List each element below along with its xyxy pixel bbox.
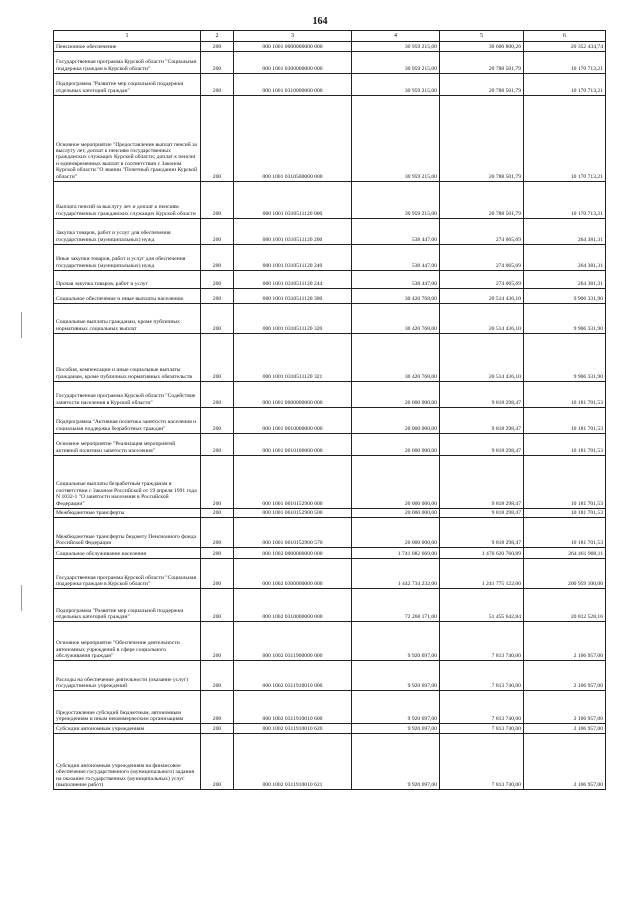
row-executed: 20 514 436,10 [440, 334, 524, 382]
row-unexecuted: 9 906 331,90 [524, 289, 606, 304]
row-ved: 200 [201, 734, 234, 790]
table-row [54, 622, 606, 661]
row-executed: 9 818 298,47 [440, 509, 524, 518]
row-executed: 20 788 501,79 [440, 52, 524, 74]
row-approved: 30 959 215,00 [352, 74, 440, 96]
row-name: Государственная программа Курской области "Содействие занятости населения в Курской области" [54, 382, 201, 408]
table-row [54, 42, 606, 52]
row-code: 000 1001 0310511120 321 [234, 334, 352, 382]
expenditure-table [53, 30, 606, 790]
row-approved: 72 268 171,00 [352, 589, 440, 622]
row-code: 000 1001 0610100000 000 [234, 434, 352, 456]
row-unexecuted: 264 461 908,11 [524, 548, 606, 559]
row-approved: 538 447,00 [352, 219, 440, 245]
row-approved: 1 741 082 669,00 [352, 548, 440, 559]
row-approved: 20 000 000,00 [352, 509, 440, 518]
row-approved: 20 000 000,00 [352, 518, 440, 548]
column-number: 2 [201, 31, 234, 42]
table-row [54, 691, 606, 724]
row-unexecuted: 20 812 528,16 [524, 589, 606, 622]
row-unexecuted: 2 106 957,00 [524, 661, 606, 691]
row-approved: 30 959 215,00 [352, 52, 440, 74]
row-name: Пенсионное обеспечение [54, 42, 201, 52]
row-code: 000 1002 0300000000 000 [234, 559, 352, 589]
row-unexecuted: 20 352 434,74 [524, 42, 606, 52]
row-approved: 9 920 697,00 [352, 734, 440, 790]
row-name: Выплата пенсий за выслугу лет и доплат к пенсиям государственных гражданских служащих Курской области [54, 182, 201, 219]
row-executed: 9 818 298,47 [440, 408, 524, 434]
row-code: 000 1001 0610152900 500 [234, 509, 352, 518]
row-name: Пособия, компенсации и иные социальные выплаты гражданам, кроме публичных нормативных обязательств [54, 334, 201, 382]
row-executed: 51 455 642,84 [440, 589, 524, 622]
row-approved: 9 920 697,00 [352, 622, 440, 661]
row-executed: 1 476 620 760,89 [440, 548, 524, 559]
table-row [54, 219, 606, 245]
row-unexecuted: 9 906 331,90 [524, 334, 606, 382]
table-row [54, 434, 606, 456]
row-ved: 200 [201, 434, 234, 456]
table-row [54, 734, 606, 790]
row-name: Государственная программа Курской области "Социальная поддержка граждан в Курской области" [54, 52, 201, 74]
row-ved: 200 [201, 271, 234, 289]
row-name: Основное мероприятие "Обеспечение деятельности автономных учреждений в сфере социального обслуживания граждан" [54, 622, 201, 661]
row-approved: 30 420 768,00 [352, 304, 440, 334]
row-code: 000 1001 0300000000 000 [234, 52, 352, 74]
table-row [54, 182, 606, 219]
row-code: 000 1002 0311910010 620 [234, 724, 352, 734]
row-code: 000 1002 0311910010 600 [234, 691, 352, 724]
row-approved: 30 959 215,00 [352, 96, 440, 182]
row-code: 000 1002 0311910010 621 [234, 734, 352, 790]
row-ved: 200 [201, 509, 234, 518]
table-row [54, 245, 606, 271]
row-unexecuted: 264 381,31 [524, 219, 606, 245]
column-number: 1 [54, 31, 201, 42]
margin-tick [21, 585, 22, 611]
row-executed: 7 813 740,00 [440, 734, 524, 790]
row-executed: 9 818 298,47 [440, 434, 524, 456]
row-approved: 20 000 000,00 [352, 408, 440, 434]
row-code: 000 1002 0311900000 000 [234, 622, 352, 661]
row-name: Социальное обеспечение и иные выплаты населению [54, 289, 201, 304]
table-row [54, 96, 606, 182]
row-ved: 200 [201, 289, 234, 304]
row-executed: 9 818 298,47 [440, 518, 524, 548]
table-row [54, 661, 606, 691]
row-ved: 200 [201, 589, 234, 622]
row-unexecuted: 264 381,31 [524, 271, 606, 289]
row-code: 000 1001 0310511120 320 [234, 304, 352, 334]
row-approved: 20 000 000,00 [352, 456, 440, 509]
row-unexecuted: 2 106 957,00 [524, 622, 606, 661]
row-ved: 200 [201, 304, 234, 334]
row-ved: 200 [201, 42, 234, 52]
row-code: 000 1001 0600000000 000 [234, 382, 352, 408]
row-approved: 30 959 215,00 [352, 182, 440, 219]
row-name: Подпрограмма "Активная политика занятости населения и социальная поддержка безработных граждан" [54, 408, 201, 434]
row-name: Социальные выплаты гражданам, кроме публичных нормативных социальных выплат [54, 304, 201, 334]
row-unexecuted: 10 181 701,53 [524, 382, 606, 408]
row-unexecuted: 2 106 957,00 [524, 724, 606, 734]
row-code: 000 1001 0310511120 300 [234, 289, 352, 304]
column-number: 5 [440, 31, 524, 42]
row-executed: 274 065,69 [440, 245, 524, 271]
row-unexecuted: 200 959 100,00 [524, 559, 606, 589]
row-unexecuted: 2 106 957,00 [524, 734, 606, 790]
row-name: Предоставление субсидий бюджетным, автономным учреждениям и иным некоммерческим организациям [54, 691, 201, 724]
row-approved: 538 447,00 [352, 271, 440, 289]
row-name: Социальные выплаты безработным гражданам в соответствии с Законом Российской от 19 апреля 1991 года N 1032-1 "О занятости населения в Российской Федерации" [54, 456, 201, 509]
row-executed: 20 514 436,10 [440, 304, 524, 334]
row-code: 000 1001 0310000000 000 [234, 74, 352, 96]
row-ved: 200 [201, 182, 234, 219]
row-ved: 200 [201, 245, 234, 271]
row-code: 000 1001 0310511120 240 [234, 245, 352, 271]
row-unexecuted: 10 181 701,53 [524, 509, 606, 518]
row-code: 000 1001 0310511120 244 [234, 271, 352, 289]
table-row [54, 408, 606, 434]
row-name: Государственная программа Курской области "Социальная поддержка граждан в Курской области" [54, 559, 201, 589]
table-row [54, 509, 606, 518]
row-name: Закупка товаров, работ и услуг для обеспечения государственных (муниципальных) нужд [54, 219, 201, 245]
row-unexecuted: 10 181 701,53 [524, 434, 606, 456]
row-ved: 200 [201, 691, 234, 724]
row-name: Субсидии автономным учреждениям [54, 724, 201, 734]
row-name: Подпрограмма "Развитие мер социальной поддержки отдельных категорий граждан" [54, 74, 201, 96]
row-name: Расходы на обеспечение деятельности (оказание услуг) государственных учреждений [54, 661, 201, 691]
row-unexecuted: 2 106 957,00 [524, 691, 606, 724]
row-unexecuted: 10 181 701,53 [524, 408, 606, 434]
row-ved: 200 [201, 96, 234, 182]
row-ved: 200 [201, 334, 234, 382]
row-code: 000 1001 0310511120 200 [234, 219, 352, 245]
row-unexecuted: 10 170 713,21 [524, 74, 606, 96]
table-row [54, 559, 606, 589]
row-code: 000 1002 0311910010 000 [234, 661, 352, 691]
row-name: Прочая закупка товаров, работ и услуг [54, 271, 201, 289]
row-approved: 20 000 000,00 [352, 434, 440, 456]
table-row [54, 548, 606, 559]
row-executed: 7 813 740,00 [440, 622, 524, 661]
row-ved: 200 [201, 518, 234, 548]
table-row [54, 382, 606, 408]
row-executed: 20 788 501,79 [440, 96, 524, 182]
table-row [54, 518, 606, 548]
table-row [54, 271, 606, 289]
margin-tick [21, 312, 22, 338]
row-name: Субсидии автономным учреждениям на финансовое обеспечение государственного (муниципального) задания на оказание государственных (муниципальных) услуг (выполнение работ) [54, 734, 201, 790]
column-number: 3 [234, 31, 352, 42]
row-name: Социальное обслуживание населения [54, 548, 201, 559]
column-number: 6 [524, 31, 606, 42]
row-approved: 30 420 768,00 [352, 334, 440, 382]
row-unexecuted: 10 170 713,21 [524, 96, 606, 182]
row-ved: 200 [201, 74, 234, 96]
row-approved: 9 920 697,00 [352, 724, 440, 734]
row-code: 000 1001 0310511120 000 [234, 182, 352, 219]
table-row [54, 589, 606, 622]
row-unexecuted: 10 181 701,53 [524, 518, 606, 548]
table-row [54, 456, 606, 509]
row-ved: 200 [201, 724, 234, 734]
row-executed: 1 241 775 122,00 [440, 559, 524, 589]
row-ved: 200 [201, 456, 234, 509]
row-executed: 20 788 501,79 [440, 182, 524, 219]
row-executed: 7 813 740,00 [440, 691, 524, 724]
row-unexecuted: 10 181 701,53 [524, 456, 606, 509]
row-approved: 538 447,00 [352, 245, 440, 271]
column-number-row [54, 31, 606, 42]
row-name: Иные закупки товаров, работ и услуг для обеспечения государственных (муниципальных) нужд [54, 245, 201, 271]
row-approved: 1 442 734 232,00 [352, 559, 440, 589]
table-row [54, 304, 606, 334]
row-executed: 20 788 501,79 [440, 74, 524, 96]
table-row [54, 74, 606, 96]
row-approved: 9 920 697,00 [352, 691, 440, 724]
row-unexecuted: 9 906 331,90 [524, 304, 606, 334]
row-executed: 7 813 740,00 [440, 724, 524, 734]
row-approved: 9 920 697,00 [352, 661, 440, 691]
row-name: Межбюджетные трансферты бюджету Пенсионного фонда Российской Федерации [54, 518, 201, 548]
row-code: 000 1001 0610000000 000 [234, 408, 352, 434]
table-row [54, 289, 606, 304]
column-number: 4 [352, 31, 440, 42]
row-code: 000 1001 0610152900 570 [234, 518, 352, 548]
row-code: 000 1002 0000000000 000 [234, 548, 352, 559]
row-ved: 200 [201, 219, 234, 245]
row-name: Основное мероприятие "Реализация мероприятий активной политики занятости населения" [54, 434, 201, 456]
row-ved: 200 [201, 382, 234, 408]
row-approved: 30 420 768,00 [352, 289, 440, 304]
row-ved: 200 [201, 559, 234, 589]
row-name: Подпрограмма "Развитие мер социальной поддержки отдельных категорий граждан" [54, 589, 201, 622]
row-name: Основное мероприятие "Предоставление выплат пенсий за выслугу лет, доплат к пенсиям государственных гражданских служащих Курской области; доплат к пенсии и единовременных выплат в соответствии с Законом Курской области "О звании "Почетный гражданин Курской области" [54, 96, 201, 182]
row-executed: 274 065,69 [440, 271, 524, 289]
row-ved: 200 [201, 548, 234, 559]
row-executed: 30 606 800,26 [440, 42, 524, 52]
row-unexecuted: 10 170 713,21 [524, 182, 606, 219]
row-executed: 9 818 298,47 [440, 382, 524, 408]
row-approved: 20 000 000,00 [352, 382, 440, 408]
row-ved: 200 [201, 52, 234, 74]
row-code: 000 1002 0310000000 000 [234, 589, 352, 622]
row-code: 000 1001 0610152900 000 [234, 456, 352, 509]
table-row [54, 724, 606, 734]
row-code: 000 1001 0000000000 000 [234, 42, 352, 52]
row-code: 000 1001 0310500000 000 [234, 96, 352, 182]
row-ved: 200 [201, 408, 234, 434]
row-approved: 30 959 215,00 [352, 42, 440, 52]
row-executed: 20 514 436,10 [440, 289, 524, 304]
table-row [54, 52, 606, 74]
row-ved: 200 [201, 622, 234, 661]
row-executed: 9 818 298,47 [440, 456, 524, 509]
row-executed: 7 813 740,00 [440, 661, 524, 691]
row-unexecuted: 10 170 713,21 [524, 52, 606, 74]
page-number: 164 [312, 16, 328, 27]
row-unexecuted: 264 381,31 [524, 245, 606, 271]
row-ved: 200 [201, 661, 234, 691]
row-name: Межбюджетные трансферты [54, 509, 201, 518]
row-executed: 274 065,69 [440, 219, 524, 245]
table-row [54, 334, 606, 382]
